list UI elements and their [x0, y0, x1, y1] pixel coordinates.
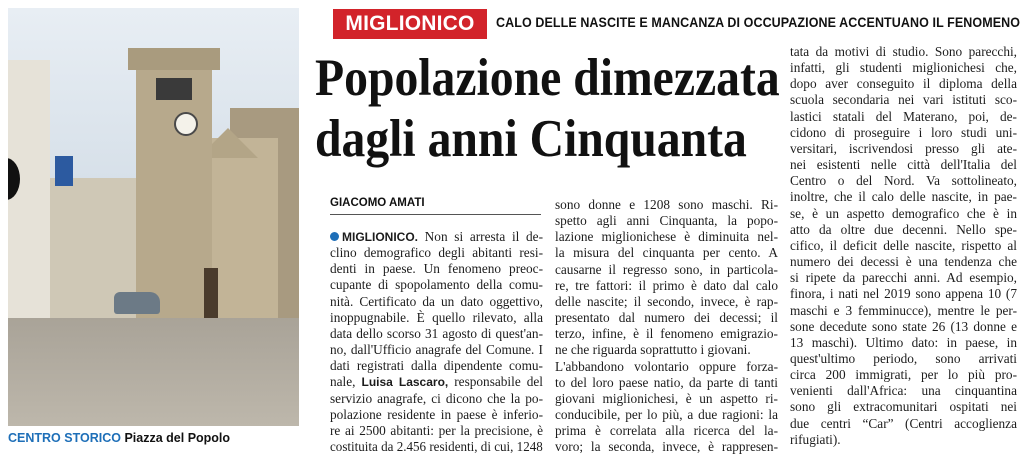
text-line: si ripete da parecchi anni. Ad esempio,	[790, 270, 1017, 286]
text-line: conducibile, per lo più, a due ragioni: la	[555, 407, 778, 423]
text-line: quest'ultimo periodo, sono arrivati	[790, 350, 1017, 366]
text-line: clino demografico degli abitanti resi-	[330, 245, 543, 261]
text-line: L'abbandono volontario oppure forza-	[555, 358, 778, 374]
text-line: prima è correlata alla ricerca del la-	[555, 423, 778, 439]
text-line: nale, Luisa Lascaro, responsabile del	[330, 374, 543, 390]
text-line: inoppugnabile. È quello rilevato, alla	[330, 309, 543, 325]
text-line: tata da motivi di studio. Sono parecchi,	[790, 44, 1017, 59]
article-column-2	[555, 197, 778, 456]
byline: GIACOMO AMATI	[330, 197, 425, 209]
text-line: lazione miglionichese è diminuita nel-	[555, 229, 778, 245]
text-line: numero dei decessi è una tendenza che	[790, 254, 1017, 270]
person-name: Luisa Lascaro,	[361, 375, 449, 390]
bullet-dot-icon	[330, 232, 339, 241]
text-line: inoltre, che il calo delle nascite, in pae-	[790, 189, 1017, 205]
text-line: re, tre fattori: il primo è dato dal calo	[555, 277, 778, 293]
caption-section: CENTRO STORICO	[8, 431, 121, 445]
text-line: cupante di spopolamento della comu-	[330, 277, 543, 293]
dateline: MIGLIONICO.	[342, 230, 418, 244]
text-line: venienti dall'Africa: una cinquantina	[790, 383, 1017, 399]
clock-icon	[174, 112, 198, 136]
text-line: finora, i nati nel 2019 sono appena 10 (7	[790, 286, 1017, 302]
text-line: nità. Certificato da un dato oggettivo,	[330, 293, 543, 309]
text-line: re ai 2500 abitanti: per la precisione, è	[330, 422, 543, 438]
text-line: spetto agli anni Cinquanta, la popo-	[555, 213, 778, 229]
article-column-1	[330, 229, 543, 455]
text-line: ne che riguarda soprattutto i giovani.	[555, 342, 751, 358]
text-line: dati registrati dalla dipendente comu-	[330, 358, 543, 374]
text-line: Centro o del Nord. Va sottolineato,	[790, 173, 1017, 189]
byline-rule	[330, 214, 541, 215]
text-line: 13 maschi). Ultimo dato: in paese, in	[790, 334, 1017, 350]
text-line: nei esistenti nelle città dell'Italia del	[790, 157, 1017, 173]
text-line: sono donne e 1208 sono maschi. Ri-	[555, 197, 778, 212]
headline	[315, 48, 780, 170]
text-line: giovani miglionichesi, è un aspetto ri-	[555, 390, 778, 406]
text-line: MIGLIONICO. Non si arresta il de-	[330, 229, 543, 245]
text-line: presentato dal numero dei decessi; il	[555, 310, 778, 326]
text-line: voro; la seconda, invece, è rappresen-	[555, 439, 778, 455]
text-line: terzo, infine, è il fenomeno emigrazio-	[555, 326, 778, 342]
photo-caption	[8, 431, 230, 445]
text-line: se, è un aspetto demografico che è in	[790, 205, 1017, 221]
text-line: denti in paese. Un fenomeno preoc-	[330, 261, 543, 277]
text-line: causarne il regresso sono, in particola-	[555, 261, 778, 277]
kicker: CALO DELLE NASCITE E MANCANZA DI OCCUPAZIONE ACCENTUANO IL FENOMENO	[496, 15, 1021, 30]
article-column-3	[790, 44, 1017, 448]
text-line: sone decedute sono state 26 (13 donne e	[790, 318, 1017, 334]
text-line: data dello scorso 31 agosto di quest'an-	[330, 325, 543, 341]
section-tag: MIGLIONICO	[333, 9, 487, 39]
text-line: costituita da 2.456 residenti, di cui, 1248	[330, 439, 543, 455]
text-line: delle nascite; il secondo, invece, è rap-	[555, 293, 778, 309]
text-line: sono gli extracomunitari ospitati nei	[790, 399, 1017, 415]
text-line: no, dall'Ufficio anagrafe del Comune. I	[330, 342, 543, 358]
text-line: cidono di proseguire i loro studi uni-	[790, 124, 1017, 140]
text-line: due centri “Car” (Centri accoglienza	[790, 415, 1017, 431]
text-line: infatti, gli studenti miglionichesi che,	[790, 60, 1017, 76]
text-line: cifico, il deficit delle nascite, rispetto al	[790, 237, 1017, 253]
caption-text: Piazza del Popolo	[124, 431, 231, 445]
text-line: versitari, iscrivendosi presso gli ate-	[790, 140, 1017, 156]
church-photo	[8, 8, 299, 426]
text-line: scuola secondaria nei vari istituti sco-	[790, 92, 1017, 108]
text-line: dopo aver conseguito il diploma della	[790, 76, 1017, 92]
headline-line: dagli anni Cinquanta	[315, 110, 747, 168]
text-line: atto da oltre due decenni. Nello spe-	[790, 221, 1017, 237]
text-line: la misura del cinquanta per cento. A	[555, 245, 778, 261]
text-line: servizio anagrafe, ci dicono che la po-	[330, 390, 543, 406]
text-line: lastici statali del Materano, poi, de-	[790, 108, 1017, 124]
headline-line: Popolazione dimezzata	[315, 49, 780, 107]
text-line: to del loro paese natio, da parte di tanti	[555, 374, 778, 390]
text-line: polazione residente in paese è inferio-	[330, 406, 543, 422]
text-line: maschi e 3 femminucce), mentre le per-	[790, 302, 1017, 318]
text-line: rifugiati).	[790, 431, 841, 447]
text-line: circa 200 immigrati, per lo più pro-	[790, 367, 1017, 383]
